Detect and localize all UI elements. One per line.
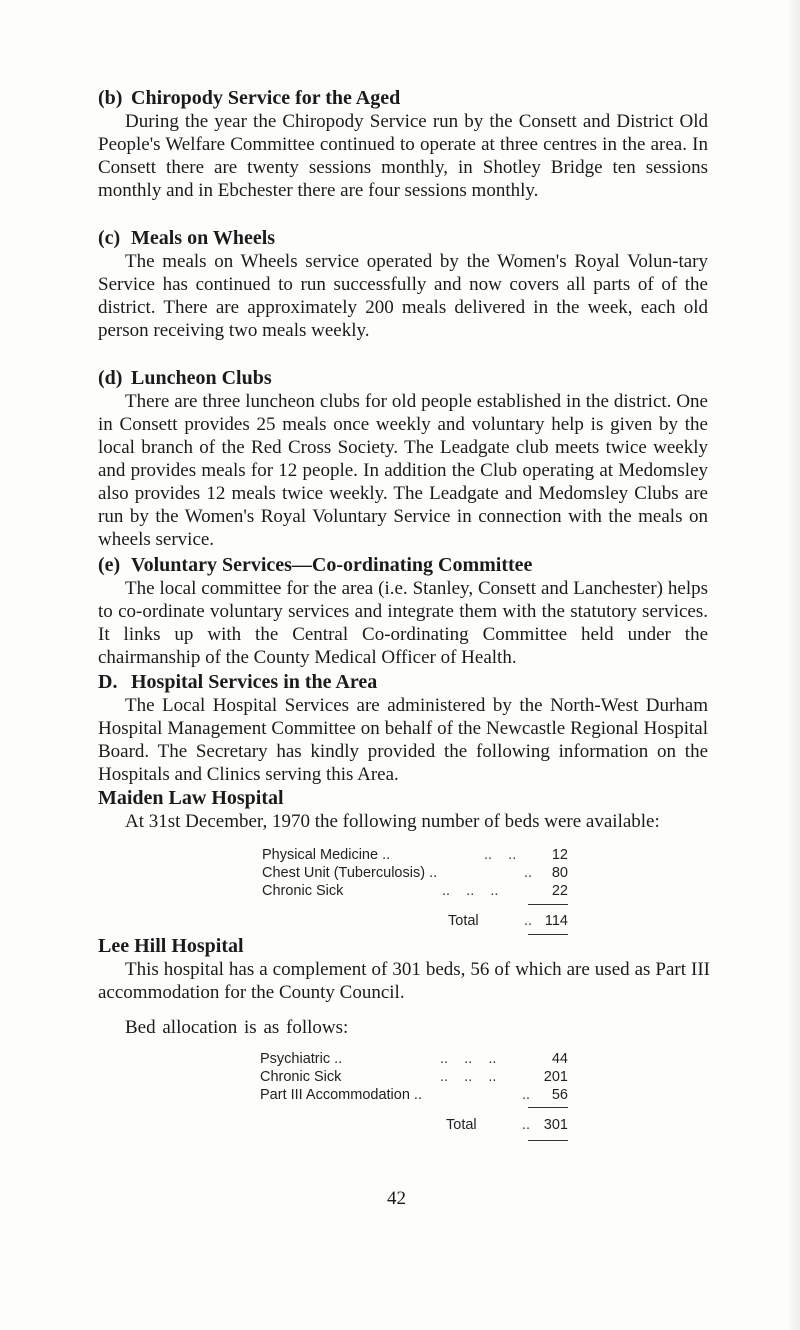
subtotal-rule [528,1107,568,1108]
total-dots: .. [524,913,533,929]
page-edge-shadow [786,0,800,1330]
bed-allocation-text: Bed allocation is as follows: [125,1017,349,1038]
section-chiropody [98,86,708,202]
section-text: The meals on Wheels service operated by the Women's Royal Volun-tary Service has continued to run successfully and now covers all parts of of the district. There are approximately 200 meals delivered in the week, each old person receiving two meals weekly. [98,251,708,341]
section-text: During the year the Chiropody Service run by the Consett and District Old People's Welfare Committee continued to operate at three centres in the area. In Consett there are twenty sessions monthly, in Shotley Bridge ten sessions monthly and in Ebchester there are four sessions monthly. [98,111,708,201]
row-value: 201 [543,1069,568,1085]
maiden-law-beds-table [262,846,568,900]
row-value: 44 [551,1051,568,1067]
table-row [262,846,568,864]
row-label: Chest Unit (Tuberculosis) .. [262,865,438,881]
section-label: (c) [98,227,121,249]
maiden-law-text: At 31st December, 1970 the following number of beds were available: [125,811,660,832]
row-label: Part III Accommodation .. [260,1087,422,1103]
row-value: 22 [551,883,568,899]
total-value: 301 [543,1117,568,1133]
section-heading [98,226,708,250]
lee-hill-text: This hospital has a complement of 301 beds, 56 of which are used as Part III accommodation for the County Council. [98,959,710,1003]
section-label: (d) [98,367,123,389]
total-rule [528,934,568,935]
section-text: There are three luncheon clubs for old people established in the district. One in Consett provides 25 meals once weekly and voluntary help is given by the local branch of the Red Cross Society. The Leadgate club meets twice weekly and provides meals for 12 people. In addition the Club operating at Medomsley also provides 12 meals twice weekly. The Leadgate and Medomsley Clubs are run by the Women's Royal Voluntary Service in connection with the meals on wheels service. [98,391,708,550]
total-rule [528,1140,568,1141]
row-dots: .. .. .. [440,1069,497,1085]
section-title: Chiropody Service for the Aged [131,87,401,109]
row-dots: .. [524,865,533,881]
section-hospital-services [98,670,708,786]
lee-hill-title: Lee Hill Hospital [98,935,244,957]
total-label: Total [448,913,479,929]
section-heading [98,670,708,694]
subtotal-rule [528,904,568,905]
section-title: Meals on Wheels [131,227,276,249]
table-row [260,1086,568,1104]
row-value: 56 [551,1087,568,1103]
row-label: Chronic Sick [260,1069,342,1085]
table-row [262,864,568,882]
section-heading [98,553,708,577]
total-label: Total [446,1117,477,1133]
row-dots: .. .. .. [442,883,499,899]
section-voluntary-services [98,553,708,669]
row-label: Chronic Sick [262,883,344,899]
row-label: Physical Medicine .. [262,847,391,863]
section-label: (e) [98,554,121,576]
section-label: D. [98,671,118,693]
section-luncheon-clubs [98,366,708,551]
table-row [260,1050,568,1068]
row-dots: .. .. .. [440,1051,497,1067]
row-value: 80 [551,865,568,881]
section-label: (b) [98,87,123,109]
row-dots: .. [522,1087,531,1103]
section-title: Luncheon Clubs [131,367,272,389]
row-value: 12 [551,847,568,863]
total-row [262,912,568,930]
lee-hill-beds-table [260,1050,568,1104]
row-dots: .. .. [484,847,517,863]
section-text: The Local Hospital Services are administered by the North-West Durham Hospital Management Committee on behalf of the Newcastle Regional Hospital Board. The Secretary has kindly provided the following information on the Hospitals and Clinics serving this Area. [98,695,708,785]
table-row [262,882,568,900]
total-value: 114 [544,913,568,929]
lee-hill-total [260,1116,568,1134]
section-heading [98,366,708,390]
row-label: Psychiatric .. [260,1051,343,1067]
section-text: The local committee for the area (i.e. Stanley, Consett and Lanchester) helps to co-ordinate voluntary services and integrate them with the statutory services. It links up with the Central Co-ordinating Committee held under the chairmanship of the County Medical Officer of Health. [98,578,708,668]
section-title: Voluntary Services—Co-ordinating Committee [131,554,533,576]
total-dots: .. [522,1117,531,1133]
section-meals-on-wheels [98,226,708,342]
section-title: Hospital Services in the Area [131,671,378,693]
total-row [260,1116,568,1134]
maiden-law-title: Maiden Law Hospital [98,787,284,809]
page-number: 42 [387,1188,406,1209]
section-heading [98,86,708,110]
table-row [260,1068,568,1086]
maiden-law-total [262,912,568,930]
